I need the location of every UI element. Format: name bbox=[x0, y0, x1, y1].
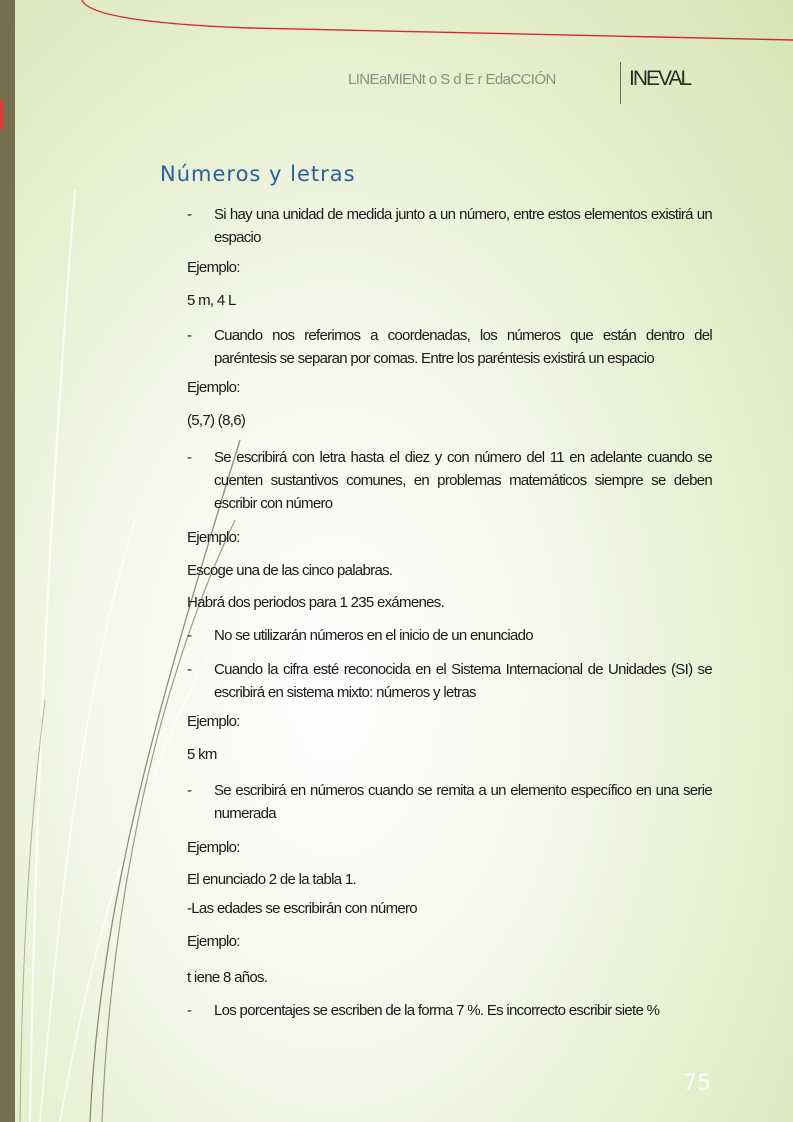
example-text: Escoge una de las cinco palabras. bbox=[187, 562, 393, 579]
bullet-text: -Las edades se escribirán con número bbox=[187, 900, 417, 917]
page-number: 75 bbox=[683, 1071, 711, 1096]
bullet-text: Cuando la cifra esté reconocida en el Sistema Internacional de Unidades (SI) se escribirá en sistema mixto: números y letras bbox=[214, 661, 712, 701]
example-text: (5,7) (8,6) bbox=[187, 412, 246, 429]
bullet-text: Si hay una unidad de medida junto a un número, entre estos elementos existirá un espacio bbox=[214, 206, 712, 246]
bullet-dash: - bbox=[187, 661, 192, 678]
example-label: Ejemplo: bbox=[187, 713, 240, 730]
example-text: 5 m, 4 L bbox=[187, 292, 236, 309]
bullet-text: Cuando nos referimos a coordenadas, los números que están dentro del paréntesis se separan por comas. Entre los paréntesis existirá un espacio bbox=[214, 327, 712, 367]
bullet-item bbox=[187, 446, 712, 515]
bullet-dash: - bbox=[187, 782, 192, 799]
header-section-label: LINEaMIENt o S d E r EdaCCIÓN bbox=[348, 71, 556, 88]
bullet-item bbox=[187, 624, 712, 647]
deco-line bbox=[20, 700, 45, 1122]
example-text: Habrá dos periodos para 1 235 exámenes. bbox=[187, 594, 445, 611]
bullet-dash: - bbox=[187, 1002, 192, 1019]
ineval-logo: INEVAL bbox=[629, 67, 691, 90]
page-title: Números y letras bbox=[160, 162, 356, 186]
example-text: 5 km bbox=[187, 746, 217, 763]
example-label: Ejemplo: bbox=[187, 379, 240, 396]
bullet-dash: - bbox=[187, 206, 192, 223]
red-swoosh-line bbox=[82, 0, 793, 40]
bullet-text: Los porcentajes se escriben de la forma 7 %. Es incorrecto escribir siete % bbox=[214, 1002, 660, 1019]
bullet-dash: - bbox=[187, 327, 192, 344]
bullet-item bbox=[187, 779, 712, 825]
bullet-text: Se escribirá con letra hasta el diez y con número del 11 en adelante cuando se cuenten sustantivos comunes, en problemas matemáticos siempre se deben escribir con número bbox=[214, 449, 712, 512]
example-label: Ejemplo: bbox=[187, 529, 240, 546]
header-divider bbox=[620, 62, 621, 104]
example-text: El enunciado 2 de la tabla 1. bbox=[187, 871, 357, 888]
example-label: Ejemplo: bbox=[187, 259, 240, 276]
example-label: Ejemplo: bbox=[187, 839, 240, 856]
bullet-item bbox=[187, 203, 712, 249]
bullet-text: No se utilizarán números en el inicio de un enunciado bbox=[214, 627, 533, 644]
bullet-item bbox=[187, 658, 712, 704]
bullet-dash: - bbox=[187, 449, 192, 466]
bullet-item bbox=[187, 324, 712, 370]
bullet-dash: - bbox=[187, 627, 192, 644]
deco-line bbox=[30, 190, 75, 1122]
example-label: Ejemplo: bbox=[187, 933, 240, 950]
bullet-item bbox=[187, 999, 712, 1022]
bullet-text: Se escribirá en números cuando se remita a un elemento específico en una serie numerada bbox=[214, 782, 712, 822]
deco-line bbox=[40, 520, 135, 1122]
example-text: t iene 8 años. bbox=[187, 969, 268, 986]
